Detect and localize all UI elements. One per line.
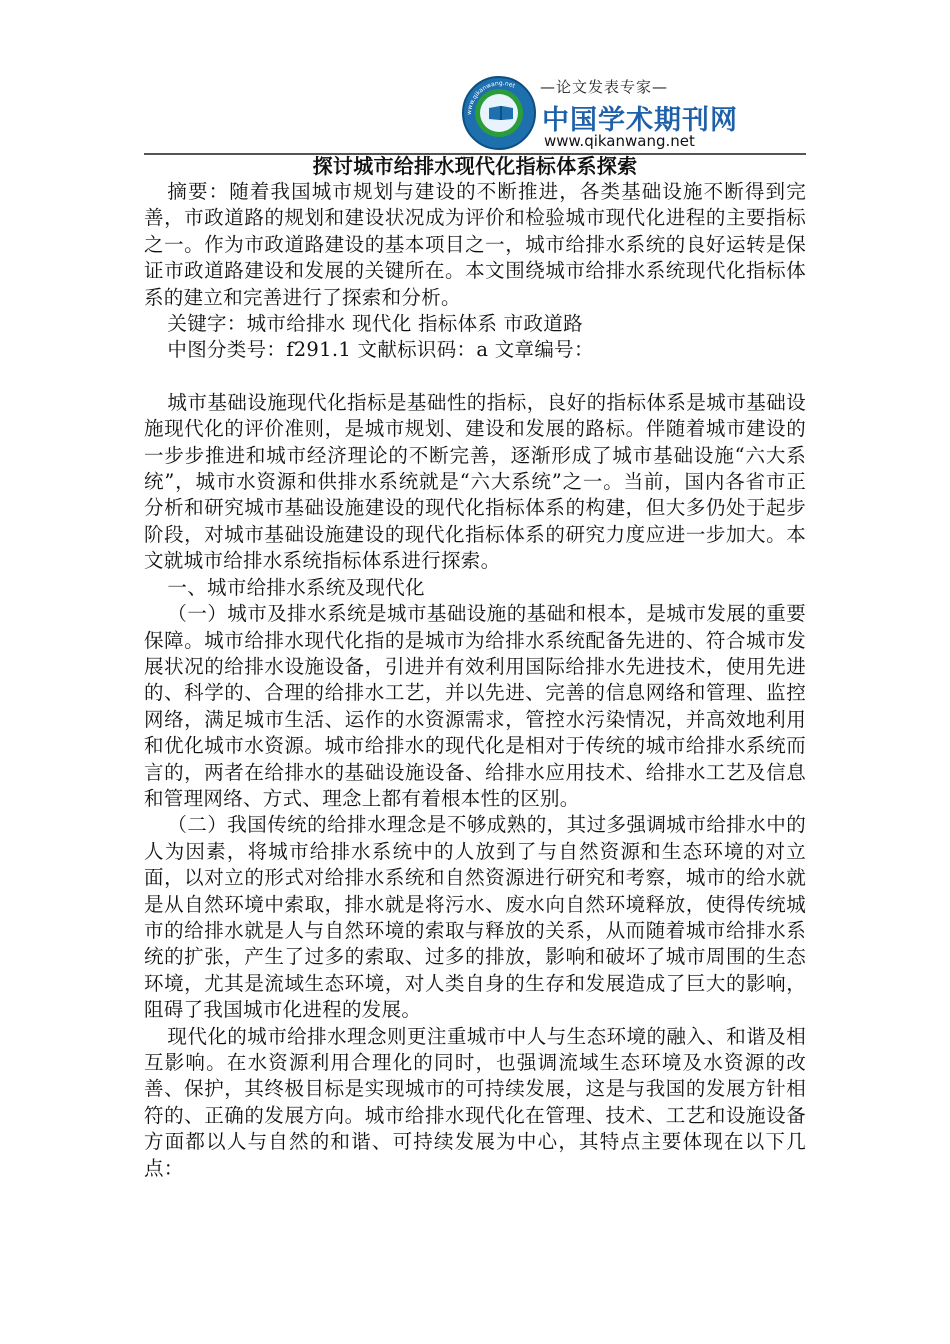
- intro-paragraph: 城市基础设施现代化指标是基础性的指标，良好的指标体系是城市基础设施现代化的评价准则，是城市规划、建设和发展的路标。伴随着城市建设的一步步推进和城市经济理论的不断完善，逐渐形成了城市基础设施“六大系统”，城市水资源和供排水系统就是“六大系统”之一。当前，国内各省市正分析和研究城市基础设施建设的现代化指标体系的构建，但大多仍处于起步阶段，对城市基础设施建设的现代化指标体系的研究力度应进一步加大。本文就城市给排水系统指标体系进行探索。: [144, 390, 806, 573]
- book-icon: [488, 105, 514, 121]
- article-body: [144, 153, 806, 1182]
- site-tagline: —论文发表专家—: [540, 78, 669, 96]
- site-brand: 中国学术期刊网: [542, 105, 738, 136]
- body-paragraph-3: 现代化的城市给排水理念则更注重城市中人与生态环境的融入、和谐及相互影响。在水资源利用合理化的同时，也强调流域生态环境及水资源的改善、保护，其终极目标是实现城市的可持续发展，这是与我国的发展方针相符的、正确的发展方向。城市给排水现代化在管理、技术、工艺和设施设备方面都以人与自然的和谐、可持续发展为中心，其特点主要体现在以下几点：: [144, 1024, 806, 1180]
- section-heading: 一、城市给排水系统及现代化: [167, 575, 425, 599]
- site-logo: [462, 76, 536, 150]
- keywords-line: 关键字：城市给排水 现代化 指标体系 市政道路: [167, 312, 583, 336]
- site-header: [462, 70, 738, 154]
- abstract-paragraph: 摘要：随着我国城市规划与建设的不断推进，各类基础设施不断得到完善，市政道路的规划和建设状况成为评价和检验城市现代化进程的主要指标之一。作为市政道路建设的基本项目之一，城市给排水系统的良好运转是保证市政道路建设和发展的关键所在。本文围绕城市给排水系统现代化指标体系的建立和完善进行了探索和分析。: [144, 180, 806, 309]
- body-paragraph-2: （二）我国传统的给排水理念是不够成熟的，其过多强调城市给排水中的人为因素，将城市给排水系统中的人放到了与自然资源和生态环境的对立面，以对立的形式对给排水系统和自然资源进行研究和考察，城市的给水就是从自然环境中索取，排水就是将污水、废水向自然环境释放，使得传统城市的给排水就是人与自然环境的索取与释放的关系，从而随着城市给排水系统的扩张，产生了过多的索取、过多的排放，影响和破坏了城市周围的生态环境，尤其是流域生态环境，对人类自身的生存和发展造成了巨大的影响，阻碍了我国城市化进程的发展。: [144, 813, 806, 1022]
- blank-line: [144, 364, 806, 390]
- site-url[interactable]: www.qikanwang.net: [544, 132, 695, 150]
- classification-line: 中图分类号：f291.1 文献标识码：a 文章编号：: [167, 338, 594, 362]
- body-paragraph-1: （一）城市及排水系统是城市基础设施的基础和根本，是城市发展的重要保障。城市给排水现代化指的是城市为给排水系统配备先进的、符合城市发展状况的给排水设施设备，引进并有效利用国际给排水先进技术，使用先进的、科学的、合理的给排水工艺，并以先进、完善的信息网络和管理、监控网络，满足城市生活、运作的水资源需求，管控水污染情况，并高效地利用和优化城市水资源。城市给排水的现代化是相对于传统的城市给排水系统而言的，两者在给排水的基础设施设备、给排水应用技术、给排水工艺及信息和管理网络、方式、理念上都有着根本性的区别。: [144, 602, 806, 810]
- logo-ring-text: www.qikanwang.net: [465, 79, 517, 116]
- article-title: 探讨城市给排水现代化指标体系探索: [312, 154, 638, 178]
